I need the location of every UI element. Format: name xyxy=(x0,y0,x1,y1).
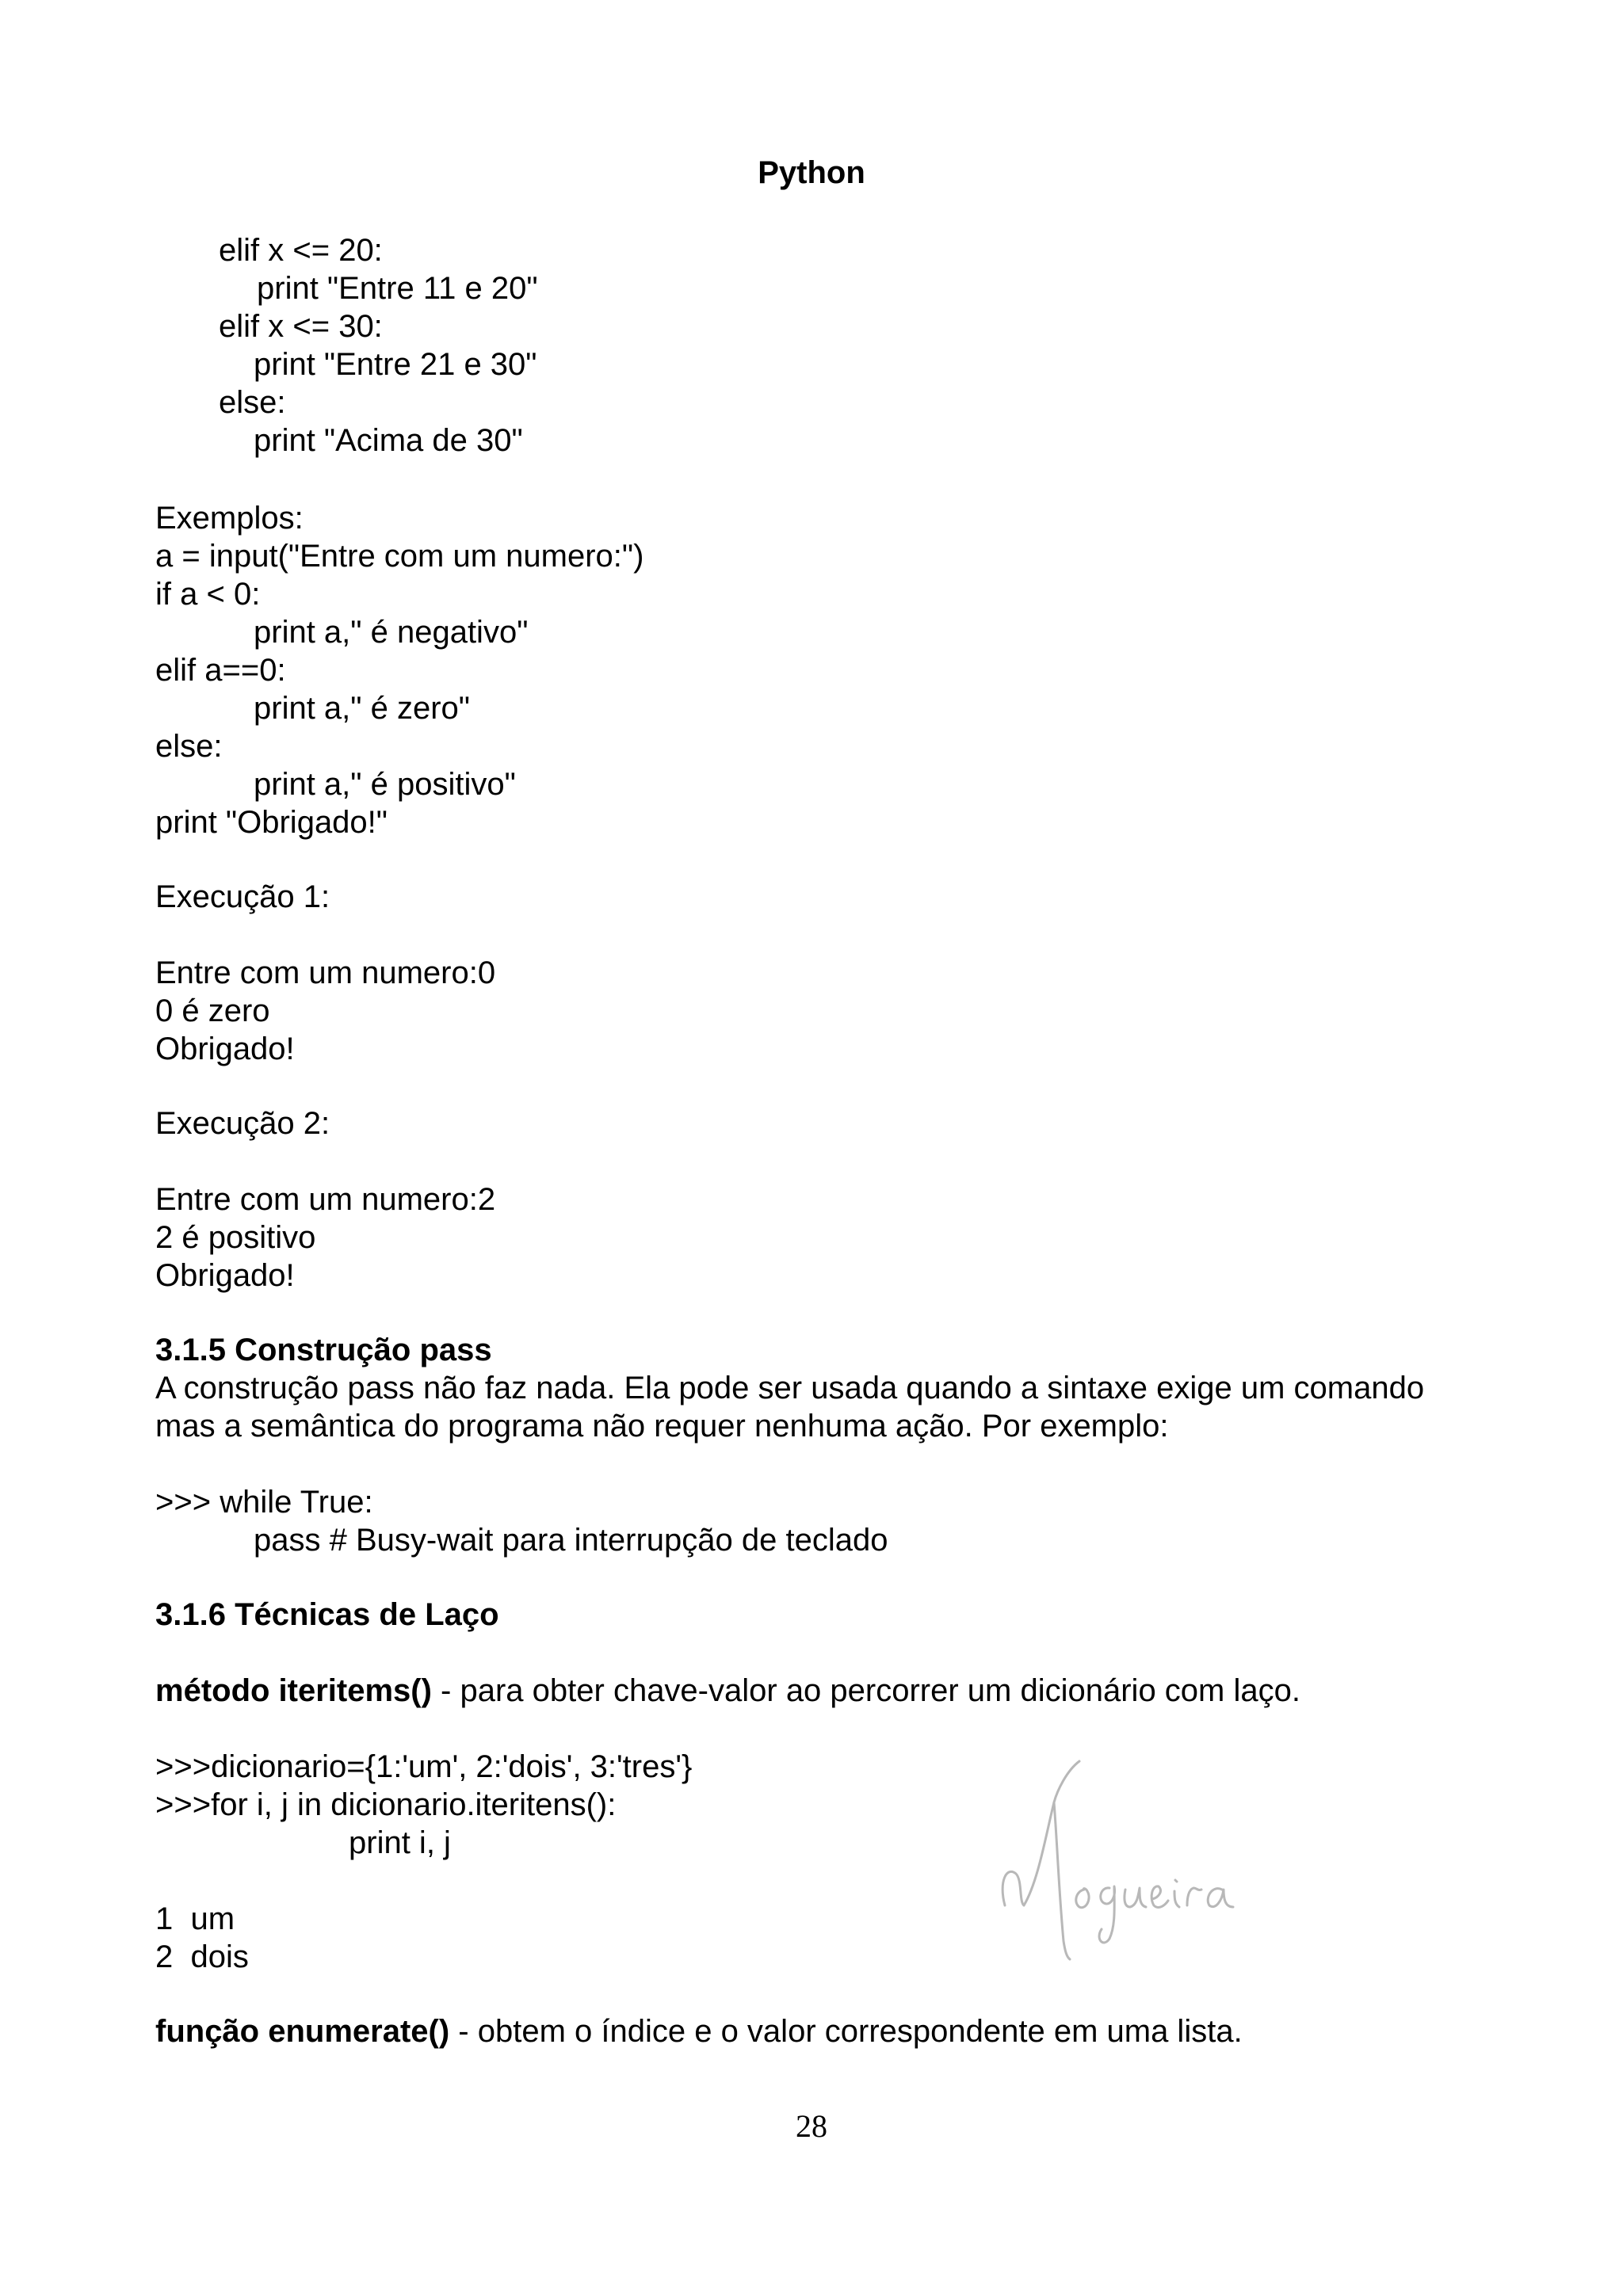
enumerate-text: - obtem o índice e o valor correspondente em uma lista. xyxy=(449,2014,1243,2049)
signature-watermark xyxy=(991,1755,1252,1961)
code-line: if a < 0: xyxy=(155,577,261,612)
section-heading: 3.1.5 Construção pass xyxy=(155,1333,492,1367)
output-line: 2 é positivo xyxy=(155,1220,316,1255)
code-line: print "Entre 21 e 30" xyxy=(254,347,537,382)
code-line: >>>dicionario={1:'um', 2:'dois', 3:'tres'} xyxy=(155,1749,693,1784)
code-line: else: xyxy=(155,729,223,764)
code-line: a = input("Entre com um numero:") xyxy=(155,539,644,574)
paragraph-line: mas a semântica do programa não requer nenhuma ação. Por exemplo: xyxy=(155,1409,1169,1444)
code-line: >>> while True: xyxy=(155,1485,373,1520)
code-line: print a," é negativo" xyxy=(254,615,529,650)
iteritems-description xyxy=(155,1672,1300,1710)
code-line: print i, j xyxy=(349,1825,451,1860)
code-line: >>>for i, j in dicionario.iteritens(): xyxy=(155,1787,617,1822)
code-line: elif x <= 30: xyxy=(219,309,383,344)
examples-heading: Exemplos: xyxy=(155,501,304,536)
code-line: else: xyxy=(219,385,286,420)
iteritems-method-name: método iteritems() xyxy=(155,1673,432,1708)
paragraph-line: A construção pass não faz nada. Ela pode ser usada quando a sintaxe exige um comando xyxy=(155,1371,1425,1405)
page-title: Python xyxy=(758,155,865,190)
code-line: print "Acima de 30" xyxy=(254,423,523,458)
code-line: print "Obrigado!" xyxy=(155,805,388,840)
output-line: Obrigado! xyxy=(155,1258,295,1293)
enumerate-function-name: função enumerate() xyxy=(155,2014,450,2049)
code-line: elif a==0: xyxy=(155,653,286,688)
page-number: 28 xyxy=(796,2108,827,2144)
output-line: Entre com um numero:2 xyxy=(155,1182,496,1217)
output-line: 0 é zero xyxy=(155,994,270,1028)
code-line: elif x <= 20: xyxy=(219,233,383,268)
output-line: 2 dois xyxy=(155,1939,249,1974)
output-line: Entre com um numero:0 xyxy=(155,955,496,990)
output-line: 1 um xyxy=(155,1901,235,1936)
section-heading: 3.1.6 Técnicas de Laço xyxy=(155,1597,499,1632)
code-line: print "Entre 11 e 20" xyxy=(257,271,538,306)
code-line: pass # Busy-wait para interrupção de teclado xyxy=(254,1523,888,1558)
iteritems-text: - para obter chave-valor ao percorrer um dicionário com laço. xyxy=(431,1673,1300,1708)
run2-heading: Execução 2: xyxy=(155,1106,330,1141)
output-line: Obrigado! xyxy=(155,1032,295,1066)
code-line: print a," é positivo" xyxy=(254,767,516,802)
run1-heading: Execução 1: xyxy=(155,879,330,914)
enumerate-description xyxy=(155,2012,1243,2050)
code-line: print a," é zero" xyxy=(254,691,470,726)
